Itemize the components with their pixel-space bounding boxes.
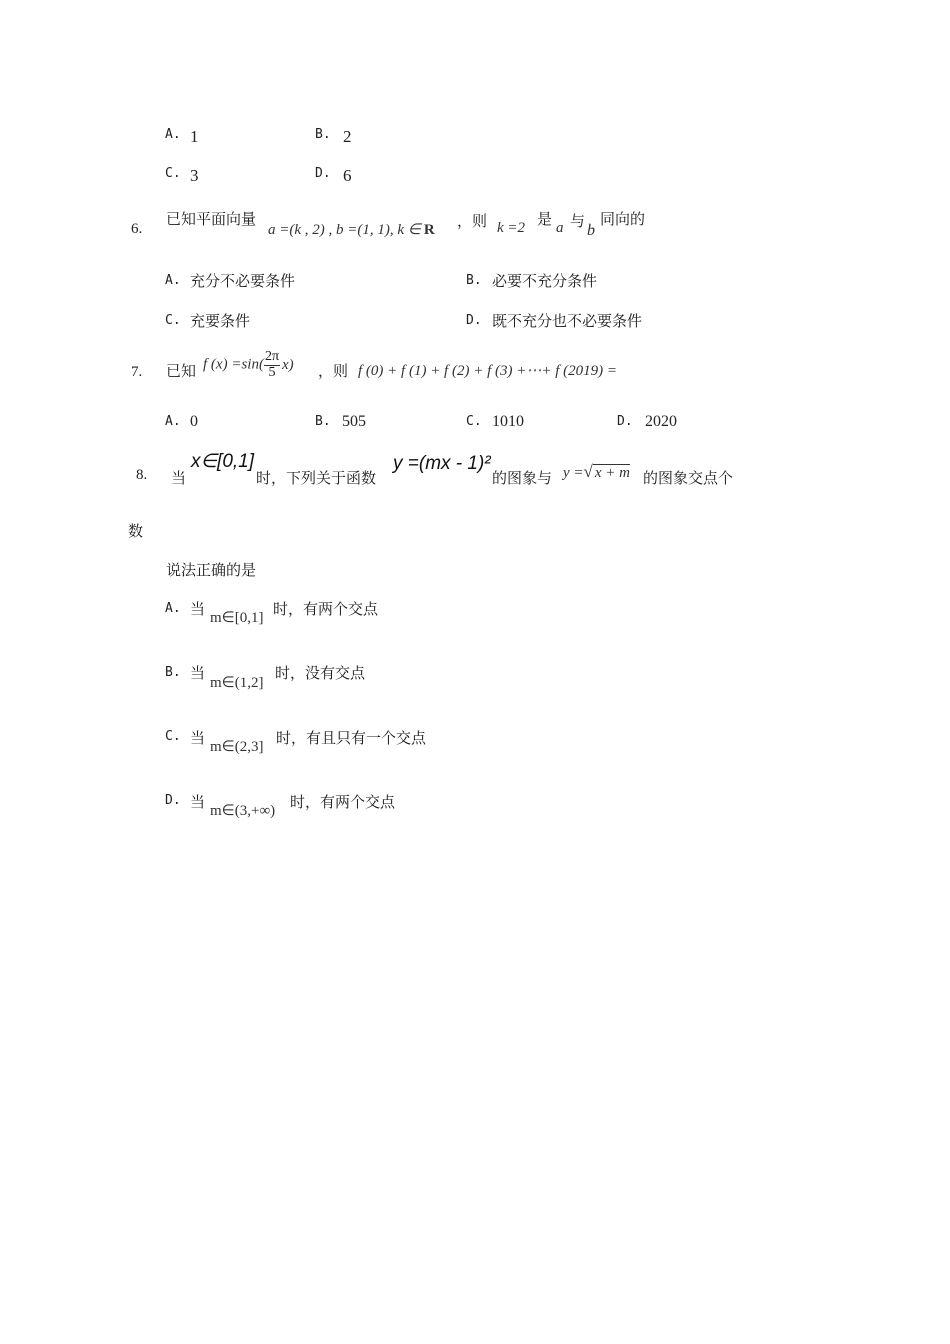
q8-option-a-label: A. (165, 601, 181, 616)
q8-option-a-text: 时，有两个交点 (273, 600, 379, 618)
q8-dang: 当 (171, 469, 187, 487)
q6-prefix: 已知平面向量 (166, 210, 257, 228)
q8-tail: 的图象交点个 (643, 469, 734, 487)
q6-then: ，则 (457, 212, 488, 230)
q6-option-d-text: 既不充分也不必要条件 (492, 312, 643, 330)
q6-option-b-label: B. (466, 273, 482, 288)
q7-option-b-value: 505 (342, 413, 366, 430)
q8-option-b-dang: 当 (190, 664, 206, 682)
q7-function (203, 350, 294, 380)
q7-option-b-label: B. (315, 414, 331, 429)
q8-option-b-label: B. (165, 665, 181, 680)
q8-wrap: 数 (128, 522, 144, 540)
q5-option-d-value: 6 (343, 166, 352, 185)
q8-number: 8. (136, 467, 148, 483)
q6-shi: 是 (537, 210, 553, 228)
q5-option-b-label: B. (315, 127, 331, 142)
q6-var-b: b (587, 222, 595, 239)
q6-k-equals: k =2 (497, 220, 526, 236)
q5-option-a-value: 1 (190, 127, 199, 146)
q7-frac-num: 2π (264, 349, 280, 364)
q8-option-b-range: m∈(1,2] (210, 675, 264, 691)
q5-option-a-label: A. (165, 127, 181, 142)
q8-option-d-text: 时，有两个交点 (290, 793, 396, 811)
q7-fx: f (x) =sin( (203, 356, 264, 373)
q8-function: y =(mx - 1)² (393, 453, 491, 474)
q7-x-close: x) (282, 356, 294, 373)
q7-then: ，则 (318, 362, 349, 380)
q5-option-b-value: 2 (343, 127, 352, 146)
q8-option-d-label: D. (165, 793, 181, 808)
q6-reals-symbol: R (423, 222, 435, 238)
q7-option-a-label: A. (165, 414, 181, 429)
q6-option-a-text: 充分不必要条件 (190, 272, 296, 290)
q8-sqrt-body: x + m (594, 465, 630, 481)
q5-option-d-label: D. (315, 166, 331, 181)
q6-suffix: 同向的 (600, 210, 646, 228)
q6-option-b-text: 必要不充分条件 (492, 272, 598, 290)
q7-sum: f (0) + f (1) + f (2) + f (3) +⋯+ f (2019) = (358, 363, 618, 379)
q7-number: 7. (131, 364, 143, 380)
q5-option-c-value: 3 (190, 166, 199, 185)
q7-option-a-value: 0 (190, 413, 198, 430)
q8-option-c-label: C. (165, 729, 181, 744)
q6-var-a: a (556, 220, 564, 236)
q7-option-c-value: 1010 (492, 413, 524, 430)
q8-condition-text: x∈[0,1] (191, 451, 255, 472)
q6-option-d-label: D. (466, 313, 482, 328)
q8-mid2: 的图象与 (492, 469, 553, 487)
q7-prefix: 已知 (166, 362, 197, 380)
q8-y-equals: y = (563, 465, 584, 481)
q8-option-a-dang: 当 (190, 600, 206, 618)
radical-icon: √ (583, 462, 593, 481)
q6-option-a-label: A. (165, 273, 181, 288)
q7-fraction (264, 350, 280, 380)
q6-yu: 与 (570, 212, 586, 230)
q6-option-c-text: 充要条件 (190, 312, 251, 330)
q8-mid: 时，下列关于函数 (256, 469, 377, 487)
q7-frac-den: 5 (268, 364, 276, 380)
q8-option-b-text: 时，没有交点 (275, 664, 366, 682)
q8-option-d-range: m∈(3,+∞) (210, 803, 276, 819)
q8-option-c-range: m∈(2,3] (210, 739, 264, 755)
q6-option-c-label: C. (165, 313, 181, 328)
q5-option-c-label: C. (165, 166, 181, 181)
q6-vectors-text: a =(k , 2) , b =(1, 1), k ∈ (268, 222, 421, 238)
q8-option-c-dang: 当 (190, 729, 206, 747)
q7-option-d-value: 2020 (645, 413, 677, 430)
q6-number: 6. (131, 221, 143, 237)
q8-option-c-text: 时，有且只有一个交点 (276, 729, 427, 747)
q8-line2: 说法正确的是 (166, 561, 257, 579)
q8-condition (191, 450, 254, 473)
q8-option-d-dang: 当 (190, 793, 206, 811)
q6-vectors (268, 220, 435, 239)
q7-option-d-label: D. (617, 414, 633, 429)
q8-sqrt-func (563, 462, 630, 482)
q8-option-a-range: m∈[0,1] (210, 610, 264, 626)
q7-option-c-label: C. (466, 414, 482, 429)
